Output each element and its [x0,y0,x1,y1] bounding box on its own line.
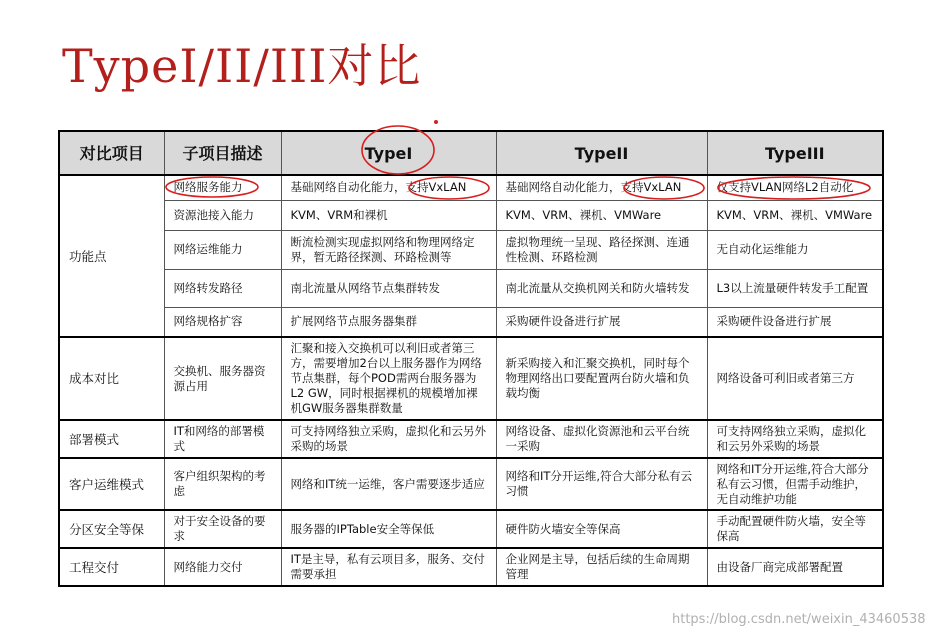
category-cell: 部署模式 [59,420,164,458]
sub-item-cell: 客户组织架构的考虑 [164,458,281,510]
category-cell: 客户运维模式 [59,458,164,510]
type1-cell: 网络和IT统一运维，客户需要逐步适应 [281,458,496,510]
type3-cell: 采购硬件设备进行扩展 [707,307,883,337]
header-row [59,131,883,175]
type2-cell: 采购硬件设备进行扩展 [496,307,707,337]
type1-cell: 南北流量从网络节点集群转发 [281,269,496,307]
type2-cell: 网络和IT分开运维,符合大部分私有云习惯 [496,458,707,510]
table-row [59,458,883,510]
table-row [59,230,883,269]
sub-item-cell: 交换机、服务器资源占用 [164,337,281,420]
sub-item-cell: IT和网络的部署模式 [164,420,281,458]
sub-item-cell: 网络能力交付 [164,548,281,586]
type3-cell: 可支持网络独立采购，虚拟化和云另外采购的场景 [707,420,883,458]
header-type1: TypeI [281,131,496,175]
category-cell: 分区安全等保 [59,510,164,548]
sub-item-cell: 网络服务能力 [164,175,281,200]
type3-cell: 手动配置硬件防火墙，安全等保高 [707,510,883,548]
type1-cell: 断流检测实现虚拟网络和物理网络定界，暂无路径探测、环路检测等 [281,230,496,269]
table-row [59,200,883,230]
table-row [59,420,883,458]
type1-cell: 扩展网络节点服务器集群 [281,307,496,337]
type2-cell: 新采购接入和汇聚交换机，同时每个物理网络出口要配置两台防火墙和负载均衡 [496,337,707,420]
type2-cell: 硬件防火墙安全等保高 [496,510,707,548]
sub-item-cell: 网络规格扩容 [164,307,281,337]
category-cell: 工程交付 [59,548,164,586]
type3-cell: 网络和IT分开运维,符合大部分私有云习惯，但需手动维护，无自动维护功能 [707,458,883,510]
header-type3: TypeIII [707,131,883,175]
type2-cell: KVM、VRM、裸机、VMWare [496,200,707,230]
type1-cell: 汇聚和接入交换机可以利旧或者第三方，需要增加2台以上服务器作为网络节点集群，每个POD需两台服务器为L2 GW，同时根据裸机的规模增加裸机GW服务器集群数量 [281,337,496,420]
type1-cell: KVM、VRM和裸机 [281,200,496,230]
type1-cell: 可支持网络独立采购，虚拟化和云另外采购的场景 [281,420,496,458]
type2-cell: 基础网络自动化能力，支持VxLAN [496,175,707,200]
table-row [59,510,883,548]
sub-item-cell: 资源池接入能力 [164,200,281,230]
header-sub-item: 子项目描述 [164,131,281,175]
table-row [59,175,883,200]
type3-cell: 由设备厂商完成部署配置 [707,548,883,586]
header-type2: TypeII [496,131,707,175]
type3-cell: 无自动化运维能力 [707,230,883,269]
table-row [59,337,883,420]
sub-item-cell: 对于安全设备的要求 [164,510,281,548]
comparison-table [58,130,884,587]
type1-cell: IT是主导，私有云项目多，服务、交付需要承担 [281,548,496,586]
type1-cell: 基础网络自动化能力，支持VxLAN [281,175,496,200]
type2-cell: 企业网是主导，包括后续的生命周期管理 [496,548,707,586]
category-cell: 功能点 [59,175,164,337]
type3-cell: L3以上流量硬件转发手工配置 [707,269,883,307]
type2-cell: 网络设备、虚拟化资源池和云平台统一采购 [496,420,707,458]
watermark: https://blog.csdn.net/weixin_43460538 [672,612,926,627]
type1-cell: 服务器的IPTable安全等保低 [281,510,496,548]
type3-cell: 仅支持VLAN网络L2自动化 [707,175,883,200]
category-cell: 成本对比 [59,337,164,420]
table-row [59,548,883,586]
table-row [59,307,883,337]
header-compare-item: 对比项目 [59,131,164,175]
type3-cell: 网络设备可利旧或者第三方 [707,337,883,420]
type2-cell: 南北流量从交换机网关和防火墙转发 [496,269,707,307]
type3-cell: KVM、VRM、裸机、VMWare [707,200,883,230]
table-row [59,269,883,307]
sub-item-cell: 网络运维能力 [164,230,281,269]
type2-cell: 虚拟物理统一呈现、路径探测、连通性检测、环路检测 [496,230,707,269]
page-title: TypeI/II/III对比 [62,39,422,93]
annotation-dot [434,120,438,124]
sub-item-cell: 网络转发路径 [164,269,281,307]
